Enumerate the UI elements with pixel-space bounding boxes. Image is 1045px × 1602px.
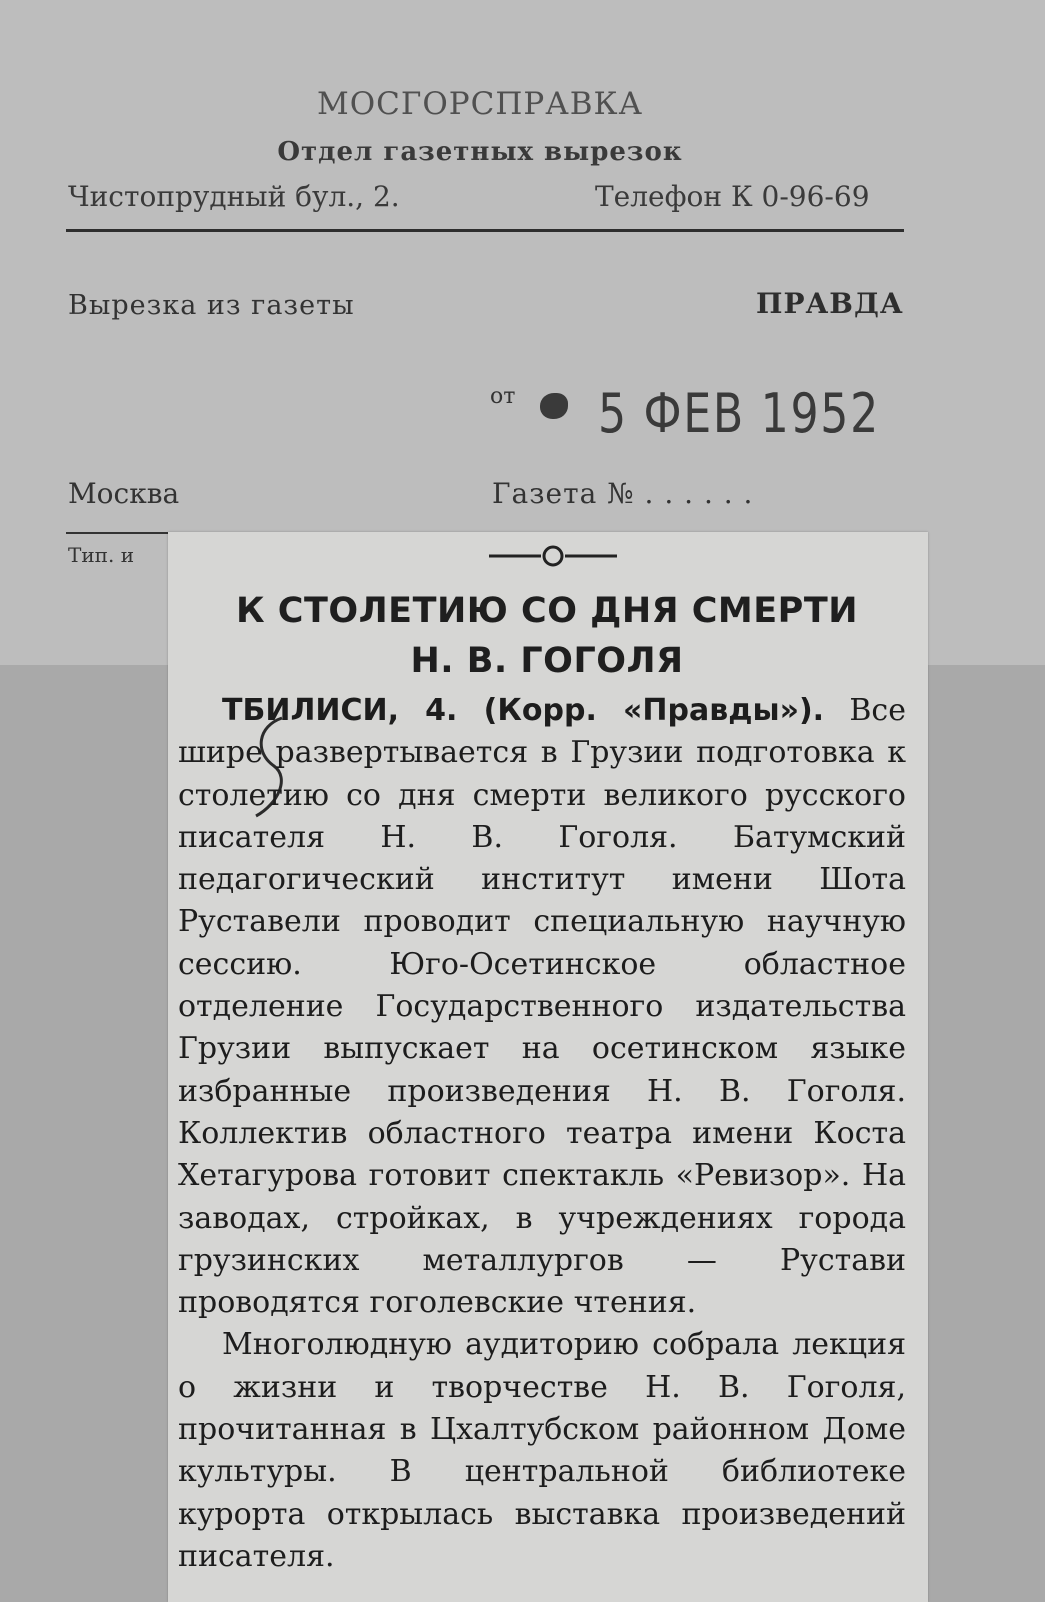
issue-number-label: Газета № . . . . . . bbox=[492, 477, 754, 510]
date-from-label: от bbox=[490, 384, 516, 409]
article-headline bbox=[188, 586, 906, 686]
clipping-from-label: Вырезка из газеты bbox=[68, 290, 355, 321]
headline-line-2: Н. В. ГОГОЛЯ bbox=[410, 641, 684, 681]
address: Чистопрудный бул., 2. bbox=[68, 180, 400, 213]
city: Москва bbox=[68, 477, 180, 510]
headline-line-1: К СТОЛЕТИЮ СО ДНЯ СМЕРТИ bbox=[236, 591, 858, 631]
newspaper-name: ПРАВДА bbox=[756, 287, 904, 320]
article-paragraph-1 bbox=[178, 690, 906, 1324]
department-name: Отдел газетных вырезок bbox=[277, 137, 683, 167]
ornament-divider-icon bbox=[489, 544, 617, 568]
service-title: МОСГОРСПРАВКА bbox=[316, 86, 643, 122]
article-paragraph-2: Многолюдную аудиторию собрала лекция о жизни и творчестве Н. В. Гоголя, прочитанная в Цхалтубском районном Доме культуры. В центральной библиотеке курорта открылась выставка произведений писателя. bbox=[178, 1327, 906, 1574]
typography-label: Тип. и bbox=[68, 543, 135, 567]
paragraph-1-text: Все шире развертывается в Грузии подготовка к столетию со дня смерти великого русского писателя Н. В. Гоголя. Батумский педагогический институт имени Шота Руставели проводит специальную научную сессию. Юго-Осетинское областное отделение Государственного издательства Грузии выпускает на осетинском языке избранные произведения Н. В. Гоголя. Коллектив областного театра имени Коста Хетагурова готовит спектакль «Ревизор». На заводах, стройках, в учреждениях города грузинских металлургов — Рустави проводятся гоголевские чтения. bbox=[178, 693, 906, 1321]
article-body bbox=[178, 690, 906, 1578]
date-stamp: 5 ФЕВ 1952 bbox=[598, 382, 880, 445]
newspaper-clipping bbox=[168, 532, 928, 1602]
article-lead: ТБИЛИСИ, 4. (Корр. «Правды»). bbox=[222, 693, 825, 728]
ink-blot bbox=[540, 393, 568, 419]
phone: Телефон К 0-96-69 bbox=[595, 180, 870, 213]
header-divider bbox=[66, 229, 904, 232]
